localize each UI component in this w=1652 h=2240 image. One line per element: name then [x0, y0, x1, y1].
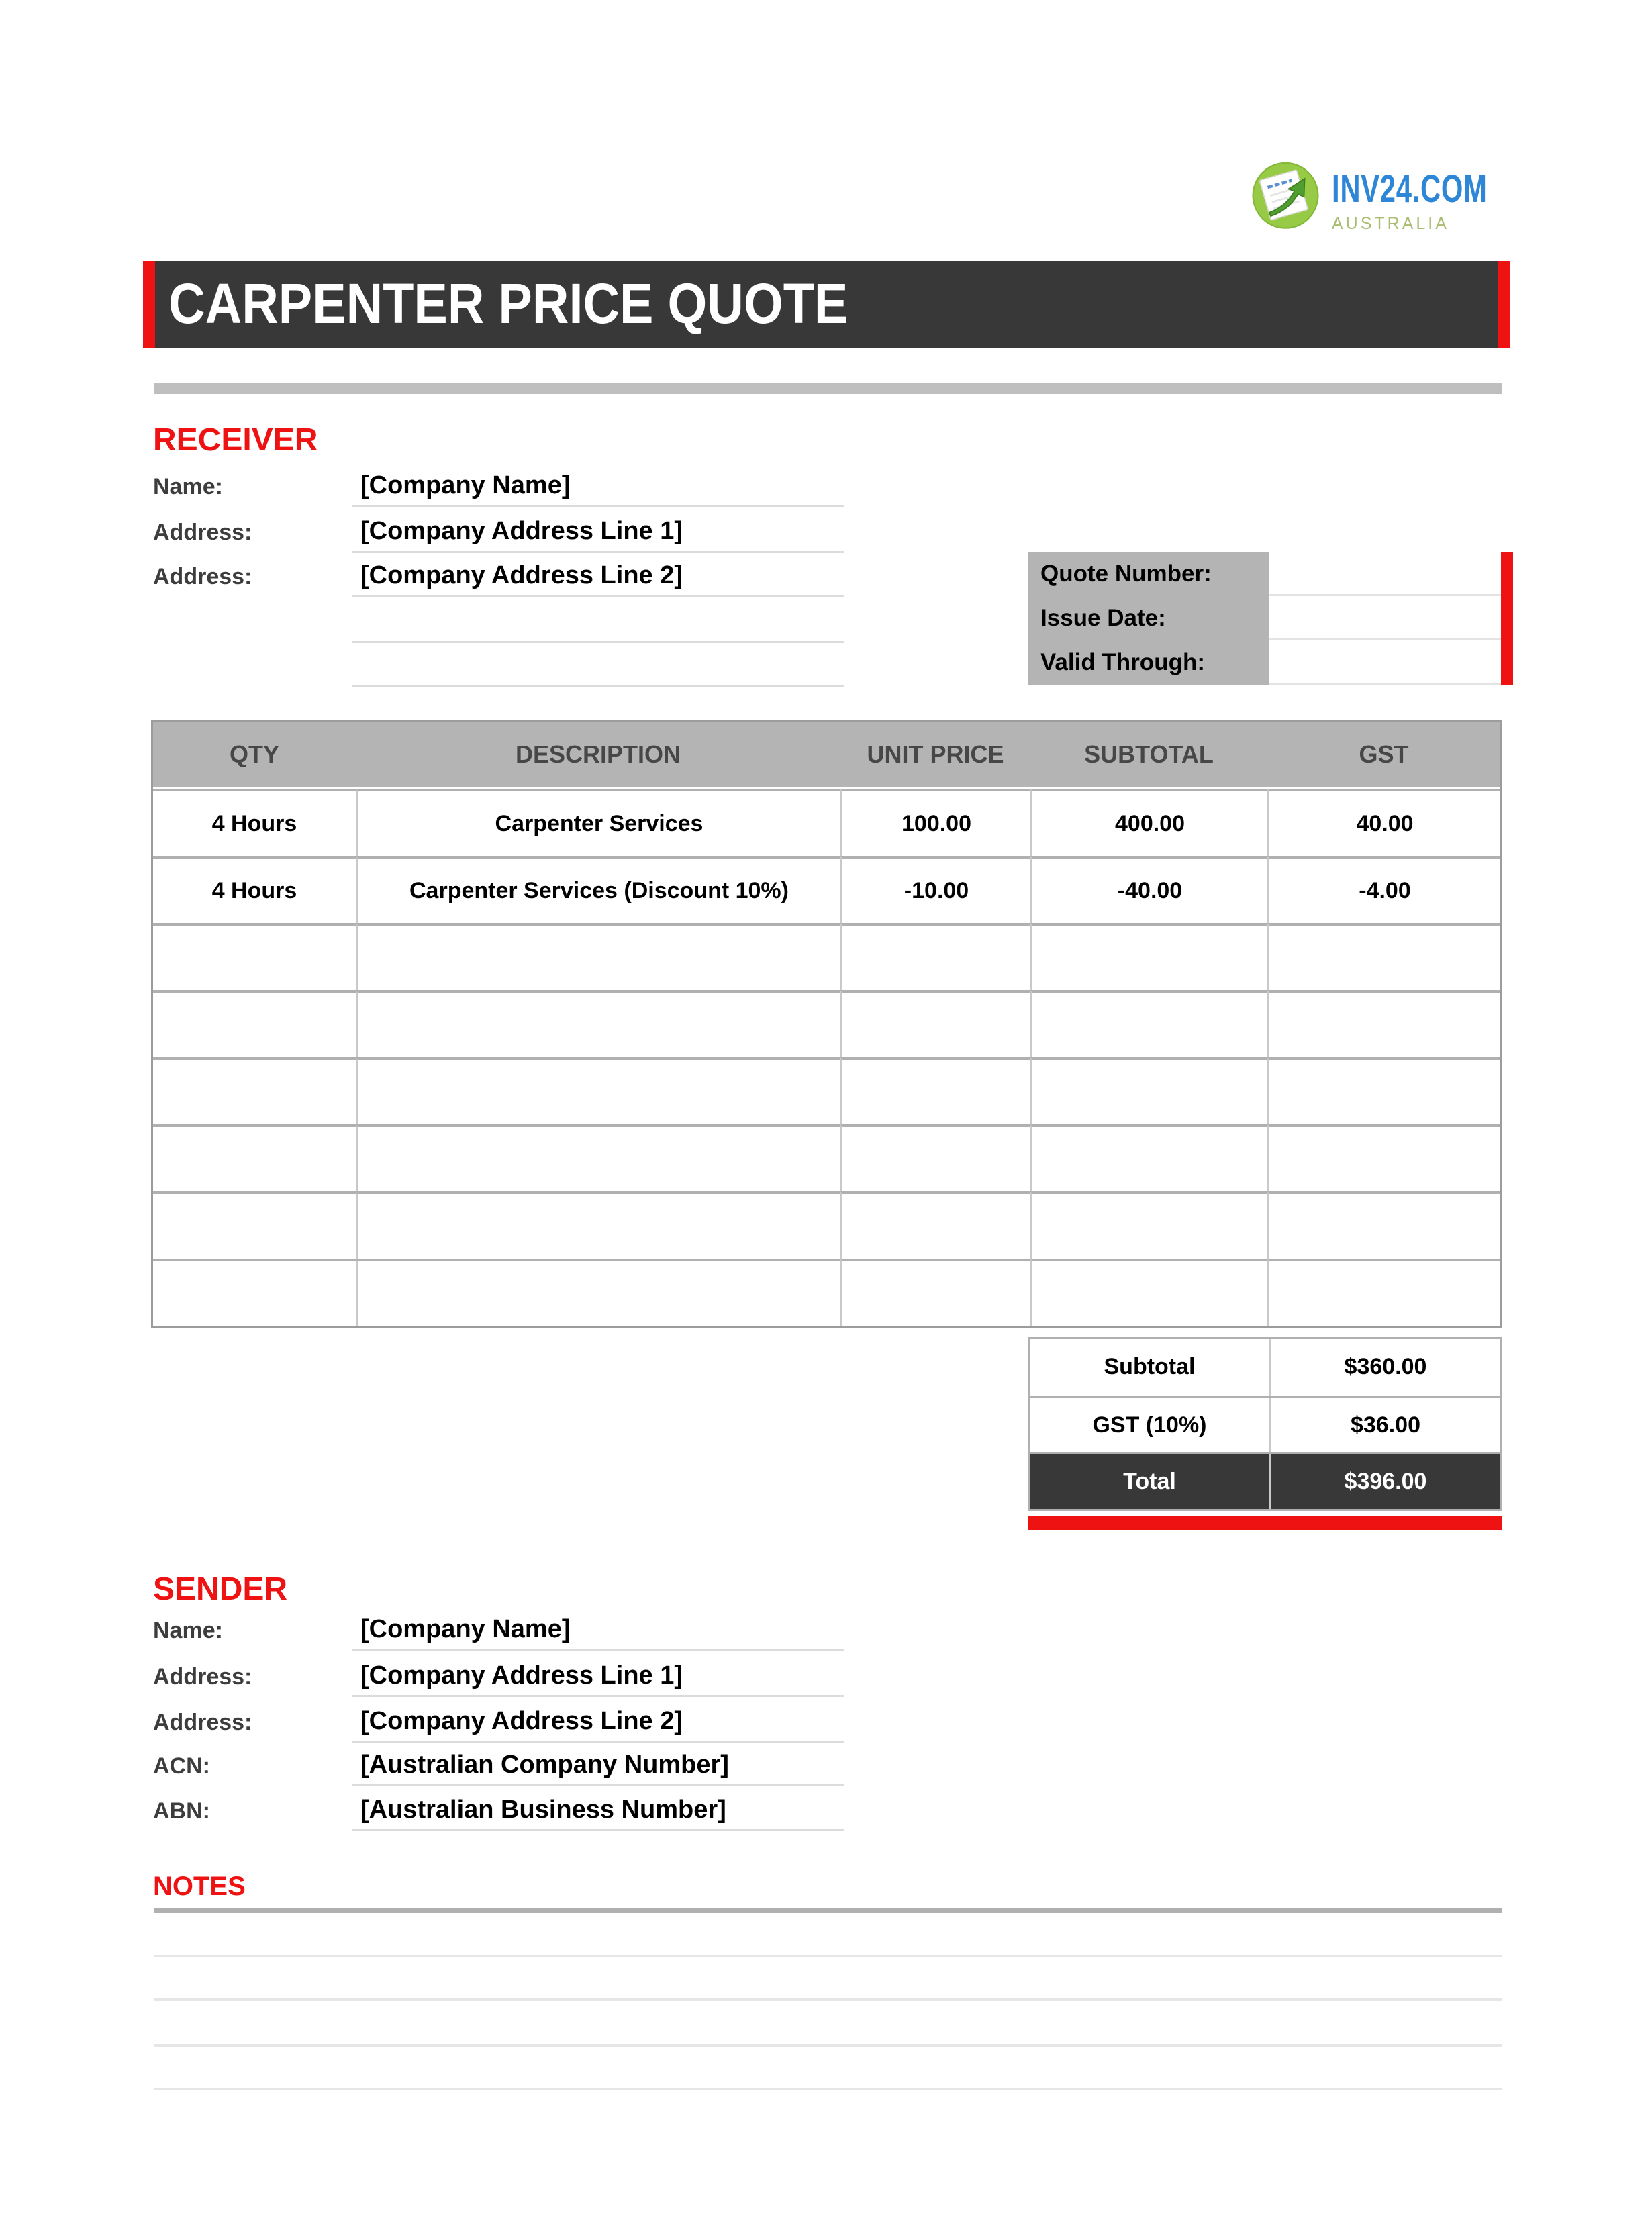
item-qty-cell[interactable] [153, 923, 356, 990]
receiver-name-label: Name: [153, 474, 223, 499]
issue-date-label: Issue Date: [1040, 605, 1166, 631]
receiver-extra1-underline[interactable] [352, 641, 844, 643]
receiver-address2-value[interactable]: [Company Address Line 2] [360, 561, 683, 589]
line-items-table [151, 720, 1502, 1328]
receiver-heading: RECEIVER [153, 422, 318, 458]
item-gst-cell[interactable] [1267, 990, 1500, 1057]
page-title: CARPENTER PRICE QUOTE [168, 272, 848, 335]
quote-number-value[interactable] [1269, 552, 1501, 596]
item-unit-price-cell[interactable] [840, 1191, 1030, 1259]
notes-line-1[interactable] [154, 1908, 1502, 1913]
item-description-cell[interactable] [356, 1124, 840, 1191]
item-subtotal-cell[interactable] [1030, 1259, 1267, 1326]
logo [1249, 156, 1530, 243]
receiver-address1-label: Address: [153, 520, 252, 545]
item-unit-price-cell[interactable] [840, 1259, 1030, 1326]
title-bar-right-accent [1498, 261, 1510, 348]
issue-date-value[interactable] [1269, 596, 1501, 640]
col-header-unit-price: UNIT PRICE [840, 722, 1030, 787]
item-description-cell[interactable] [356, 1259, 840, 1326]
quote-info-right-accent [1501, 552, 1513, 685]
item-subtotal-cell[interactable] [1030, 1124, 1267, 1191]
sender-name-label: Name: [153, 1618, 223, 1643]
sender-name-value[interactable]: [Company Name] [360, 1615, 571, 1643]
title-bar [143, 261, 1510, 348]
item-qty-cell[interactable]: 4 Hours [153, 856, 356, 923]
notes-heading: NOTES [153, 1871, 246, 1901]
subtotal-label: Subtotal [1104, 1354, 1196, 1379]
sender-abn-label: ABN: [153, 1798, 210, 1824]
item-unit-price-cell[interactable] [840, 1057, 1030, 1124]
item-description-cell[interactable] [356, 1057, 840, 1124]
logo-text-block [1332, 166, 1548, 234]
item-subtotal-cell[interactable]: 400.00 [1030, 789, 1267, 856]
item-subtotal-cell[interactable] [1030, 1057, 1267, 1124]
sender-name-underline[interactable] [352, 1649, 844, 1651]
sender-abn-value[interactable]: [Australian Business Number] [360, 1796, 726, 1824]
item-subtotal-cell[interactable] [1030, 990, 1267, 1057]
item-gst-cell[interactable] [1267, 1191, 1500, 1259]
notes-line-4[interactable] [154, 2044, 1502, 2047]
sender-address2-underline[interactable] [352, 1741, 844, 1743]
item-unit-price-cell[interactable] [840, 923, 1030, 990]
gst-value: $36.00 [1269, 1398, 1500, 1452]
totals-bottom-accent [1028, 1516, 1502, 1530]
item-subtotal-cell[interactable] [1030, 923, 1267, 990]
sender-address1-underline[interactable] [352, 1695, 844, 1697]
receiver-address1-value[interactable]: [Company Address Line 1] [360, 517, 683, 545]
notes-line-2[interactable] [154, 1955, 1502, 1957]
sender-address1-label: Address: [153, 1664, 252, 1690]
header-divider [154, 383, 1502, 394]
item-description-cell[interactable]: Carpenter Services (Discount 10%) [356, 856, 840, 923]
item-description-cell[interactable] [356, 990, 840, 1057]
item-gst-cell[interactable]: -4.00 [1267, 856, 1500, 923]
subtotal-value: $360.00 [1269, 1339, 1500, 1396]
item-subtotal-cell[interactable] [1030, 1191, 1267, 1259]
sender-acn-underline[interactable] [352, 1784, 844, 1786]
item-gst-cell[interactable]: 40.00 [1267, 789, 1500, 856]
quote-number-label: Quote Number: [1040, 561, 1212, 587]
col-header-qty: QTY [153, 722, 356, 787]
gst-row [1030, 1396, 1500, 1452]
item-unit-price-cell[interactable]: -10.00 [840, 856, 1030, 923]
receiver-address2-underline[interactable] [352, 595, 844, 597]
receiver-address2-label: Address: [153, 564, 252, 589]
total-row [1030, 1452, 1500, 1509]
col-header-subtotal: SUBTOTAL [1030, 722, 1267, 787]
sender-acn-value[interactable]: [Australian Company Number] [360, 1751, 729, 1779]
sender-acn-label: ACN: [153, 1753, 210, 1779]
item-gst-cell[interactable] [1267, 923, 1500, 990]
item-description-cell[interactable] [356, 1191, 840, 1259]
quote-info-box [1028, 552, 1269, 685]
sender-abn-underline[interactable] [352, 1829, 844, 1831]
receiver-extra2-underline[interactable] [352, 685, 844, 687]
item-gst-cell[interactable] [1267, 1259, 1500, 1326]
col-header-description: DESCRIPTION [356, 722, 840, 787]
sender-address2-value[interactable]: [Company Address Line 2] [360, 1707, 683, 1735]
total-label: Total [1123, 1469, 1176, 1494]
valid-through-label: Valid Through: [1040, 649, 1205, 675]
logo-brand-text: INV24.COM [1332, 167, 1488, 211]
item-qty-cell[interactable] [153, 1124, 356, 1191]
item-unit-price-cell[interactable]: 100.00 [840, 789, 1030, 856]
valid-through-value[interactable] [1269, 640, 1501, 685]
col-header-gst: GST [1267, 722, 1500, 787]
receiver-extra1-value[interactable] [360, 607, 851, 640]
item-qty-cell[interactable] [153, 1259, 356, 1326]
item-qty-cell[interactable] [153, 990, 356, 1057]
sender-heading: SENDER [153, 1571, 288, 1607]
gst-label: GST (10%) [1092, 1412, 1207, 1438]
receiver-extra2-value[interactable] [360, 652, 851, 684]
item-unit-price-cell[interactable] [840, 990, 1030, 1057]
subtotal-row [1030, 1339, 1500, 1396]
item-subtotal-cell[interactable]: -40.00 [1030, 856, 1267, 923]
sender-address1-value[interactable]: [Company Address Line 1] [360, 1661, 683, 1690]
item-unit-price-cell[interactable] [840, 1124, 1030, 1191]
item-gst-cell[interactable] [1267, 1057, 1500, 1124]
receiver-name-value[interactable]: [Company Name] [360, 471, 571, 499]
item-description-cell[interactable]: Carpenter Services [356, 789, 840, 856]
item-gst-cell[interactable] [1267, 1124, 1500, 1191]
notes-line-3[interactable] [154, 1998, 1502, 2001]
item-qty-cell[interactable] [153, 1057, 356, 1124]
title-bar-left-accent [143, 261, 155, 348]
notes-line-5[interactable] [154, 2088, 1502, 2090]
totals-box [1028, 1337, 1502, 1511]
receiver-name-underline[interactable] [352, 505, 844, 507]
item-description-cell[interactable] [356, 923, 840, 990]
item-qty-cell[interactable]: 4 Hours [153, 789, 356, 856]
sender-address2-label: Address: [153, 1710, 252, 1735]
logo-region-text: AUSTRALIA [1332, 214, 1449, 233]
item-qty-cell[interactable] [153, 1191, 356, 1259]
receiver-address1-underline[interactable] [352, 551, 844, 553]
invoice-growth-logo-icon [1249, 156, 1322, 231]
total-value: $396.00 [1269, 1454, 1500, 1509]
